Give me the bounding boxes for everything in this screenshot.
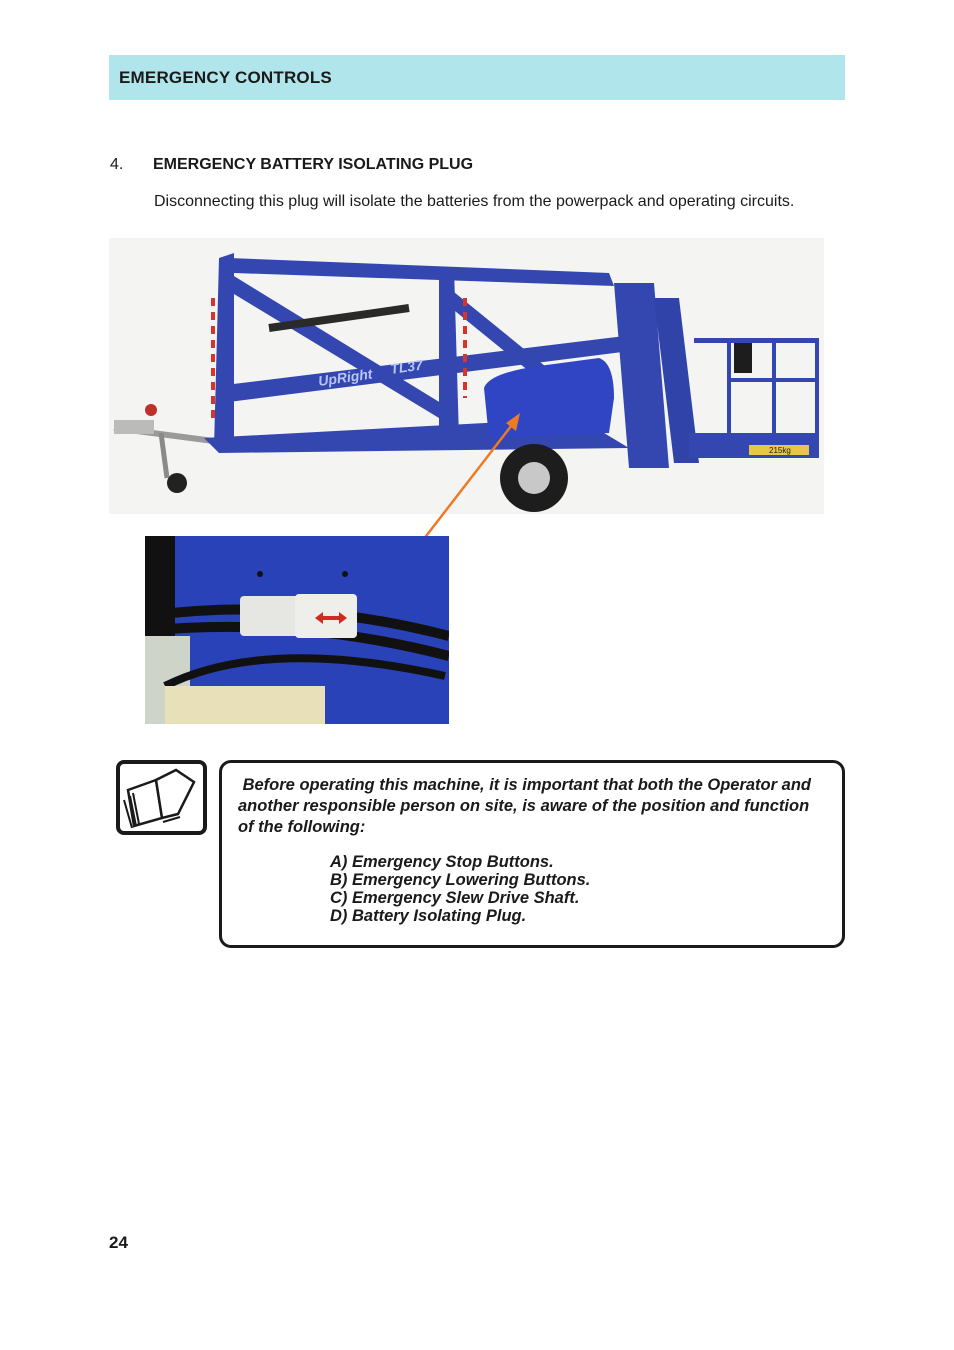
notice-box [219,760,845,948]
list-item: D) Battery Isolating Plug. [330,907,527,925]
list-item: A) Emergency Stop Buttons. [330,853,554,871]
item-number: 4. [110,156,124,173]
boom-model-label: TL37 [389,356,424,377]
page-number: 24 [109,1233,128,1252]
item-heading: EMERGENCY BATTERY ISOLATING PLUG [153,156,474,173]
list-item: C) Emergency Slew Drive Shaft. [330,889,580,907]
notice-list [330,853,590,925]
section-title: EMERGENCY CONTROLS [119,67,332,87]
load-plate-label: 215kg [769,446,791,455]
item-description: Disconnecting this plug will isolate the batteries from the powerpack and operating circuits. [154,193,795,210]
list-item: B) Emergency Lowering Buttons. [330,871,591,889]
isolating-plug-photo [145,536,449,724]
boom-brand-label: UpRight [317,365,374,389]
notice-intro: Before operating this machine, it is important that both the Operator and another responsible person on site, is aware of the position and function of the following: [238,776,816,836]
section-banner [109,55,845,100]
open-manual-icon [116,760,207,835]
